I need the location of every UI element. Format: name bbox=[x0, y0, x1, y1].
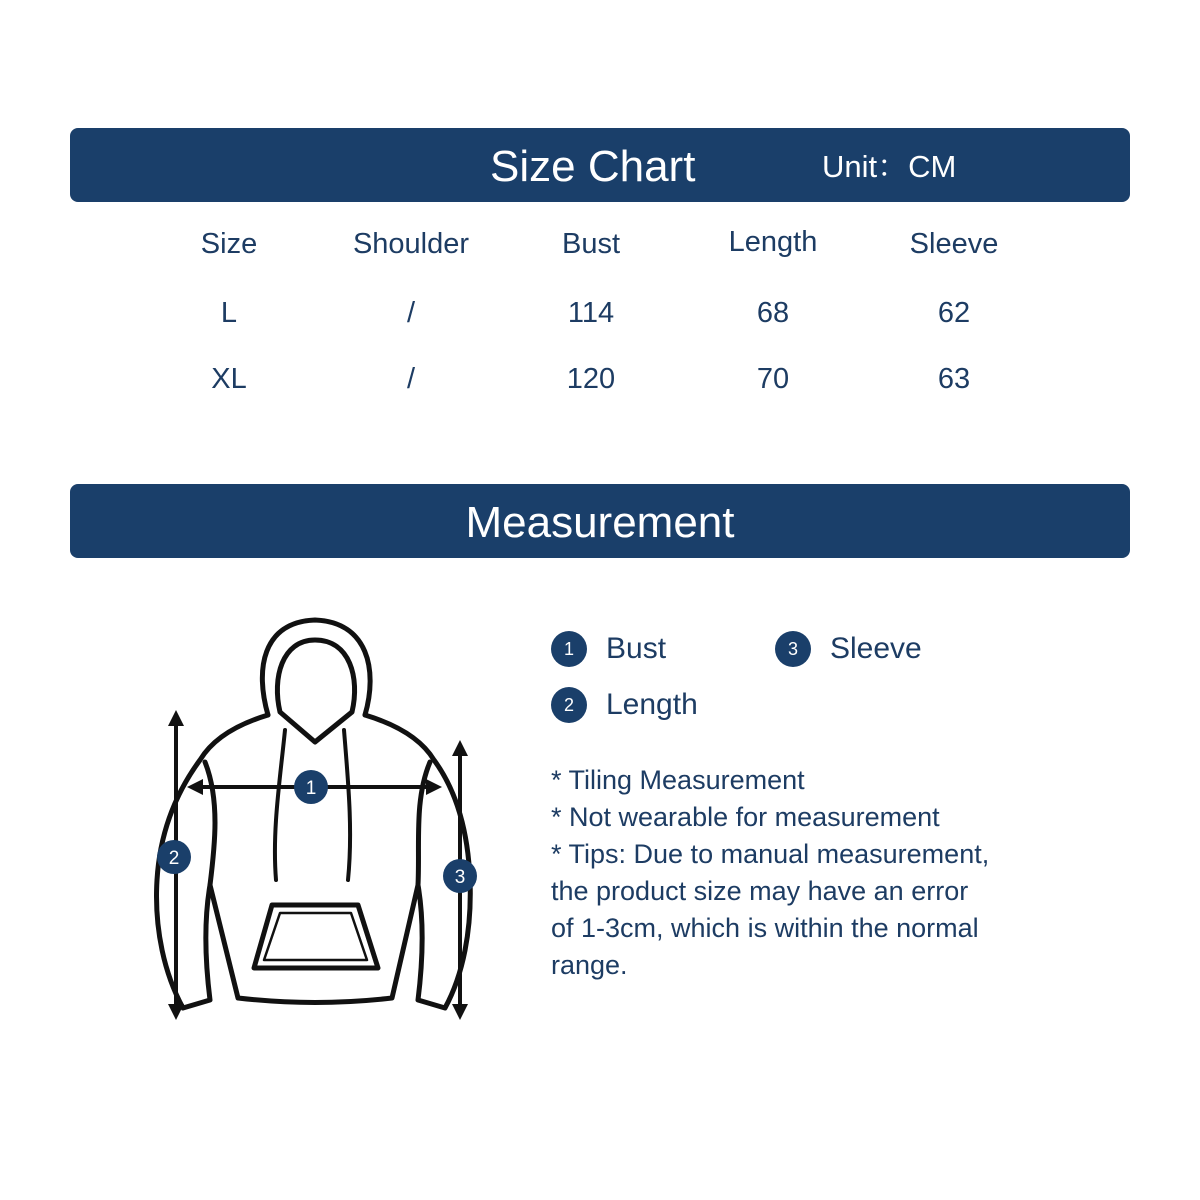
table-cell: / bbox=[406, 363, 416, 395]
note-line: range. bbox=[551, 950, 628, 980]
bust-marker-number: 1 bbox=[305, 778, 317, 799]
header-shoulder: Shoulder bbox=[352, 228, 470, 260]
bust-marker bbox=[294, 770, 328, 804]
table-cell: XL bbox=[211, 363, 247, 395]
size-chart-banner bbox=[70, 128, 1130, 202]
legend-number-badge: 3 bbox=[775, 631, 811, 667]
header-length: Length bbox=[728, 226, 818, 258]
size-chart-title: Size Chart bbox=[490, 142, 696, 191]
table-cell: 62 bbox=[937, 297, 971, 329]
table-cell: 114 bbox=[567, 297, 615, 329]
note-line: of 1-3cm, which is within the normal bbox=[551, 913, 979, 943]
legend-item-length bbox=[551, 685, 698, 725]
unit-label: Unit：CM bbox=[822, 149, 957, 184]
note-line: * Not wearable for measurement bbox=[551, 802, 940, 832]
header-size: Size bbox=[200, 228, 258, 260]
measurement-banner bbox=[70, 484, 1130, 558]
table-cell: / bbox=[406, 297, 416, 329]
sleeve-marker-number: 3 bbox=[454, 867, 466, 888]
table-cell: 68 bbox=[756, 297, 790, 329]
header-sleeve: Sleeve bbox=[909, 228, 999, 260]
table-cell: L bbox=[220, 297, 238, 329]
note-line: * Tiling Measurement bbox=[551, 765, 805, 795]
legend-number-badge: 2 bbox=[551, 687, 587, 723]
legend-number-badge: 1 bbox=[551, 631, 587, 667]
note-line: * Tips: Due to manual measurement, bbox=[551, 839, 990, 869]
length-marker bbox=[157, 840, 191, 874]
table-cell: 120 bbox=[566, 363, 616, 395]
sleeve-marker bbox=[443, 859, 477, 893]
header-bust: Bust bbox=[561, 228, 621, 260]
hoodie-hood-inner bbox=[277, 640, 354, 742]
legend-label: Bust bbox=[606, 632, 667, 665]
hoodie-drawstring-left bbox=[275, 730, 285, 880]
legend-item-sleeve bbox=[775, 629, 922, 669]
length-marker-number: 2 bbox=[168, 848, 180, 869]
legend-label: Sleeve bbox=[830, 632, 922, 665]
note-line: the product size may have an error bbox=[551, 876, 969, 906]
table-cell: 70 bbox=[756, 363, 790, 395]
hoodie-underarm-left bbox=[205, 762, 215, 885]
hoodie-pocket-inner bbox=[264, 913, 367, 960]
legend-item-bust bbox=[551, 629, 666, 669]
legend-label: Length bbox=[606, 688, 698, 721]
measurement-title: Measurement bbox=[465, 498, 735, 547]
hoodie-drawstring-right bbox=[344, 730, 350, 880]
table-cell: 63 bbox=[937, 363, 971, 395]
hoodie-outline-icon bbox=[140, 605, 480, 1025]
hoodie-underarm-right bbox=[418, 762, 430, 885]
